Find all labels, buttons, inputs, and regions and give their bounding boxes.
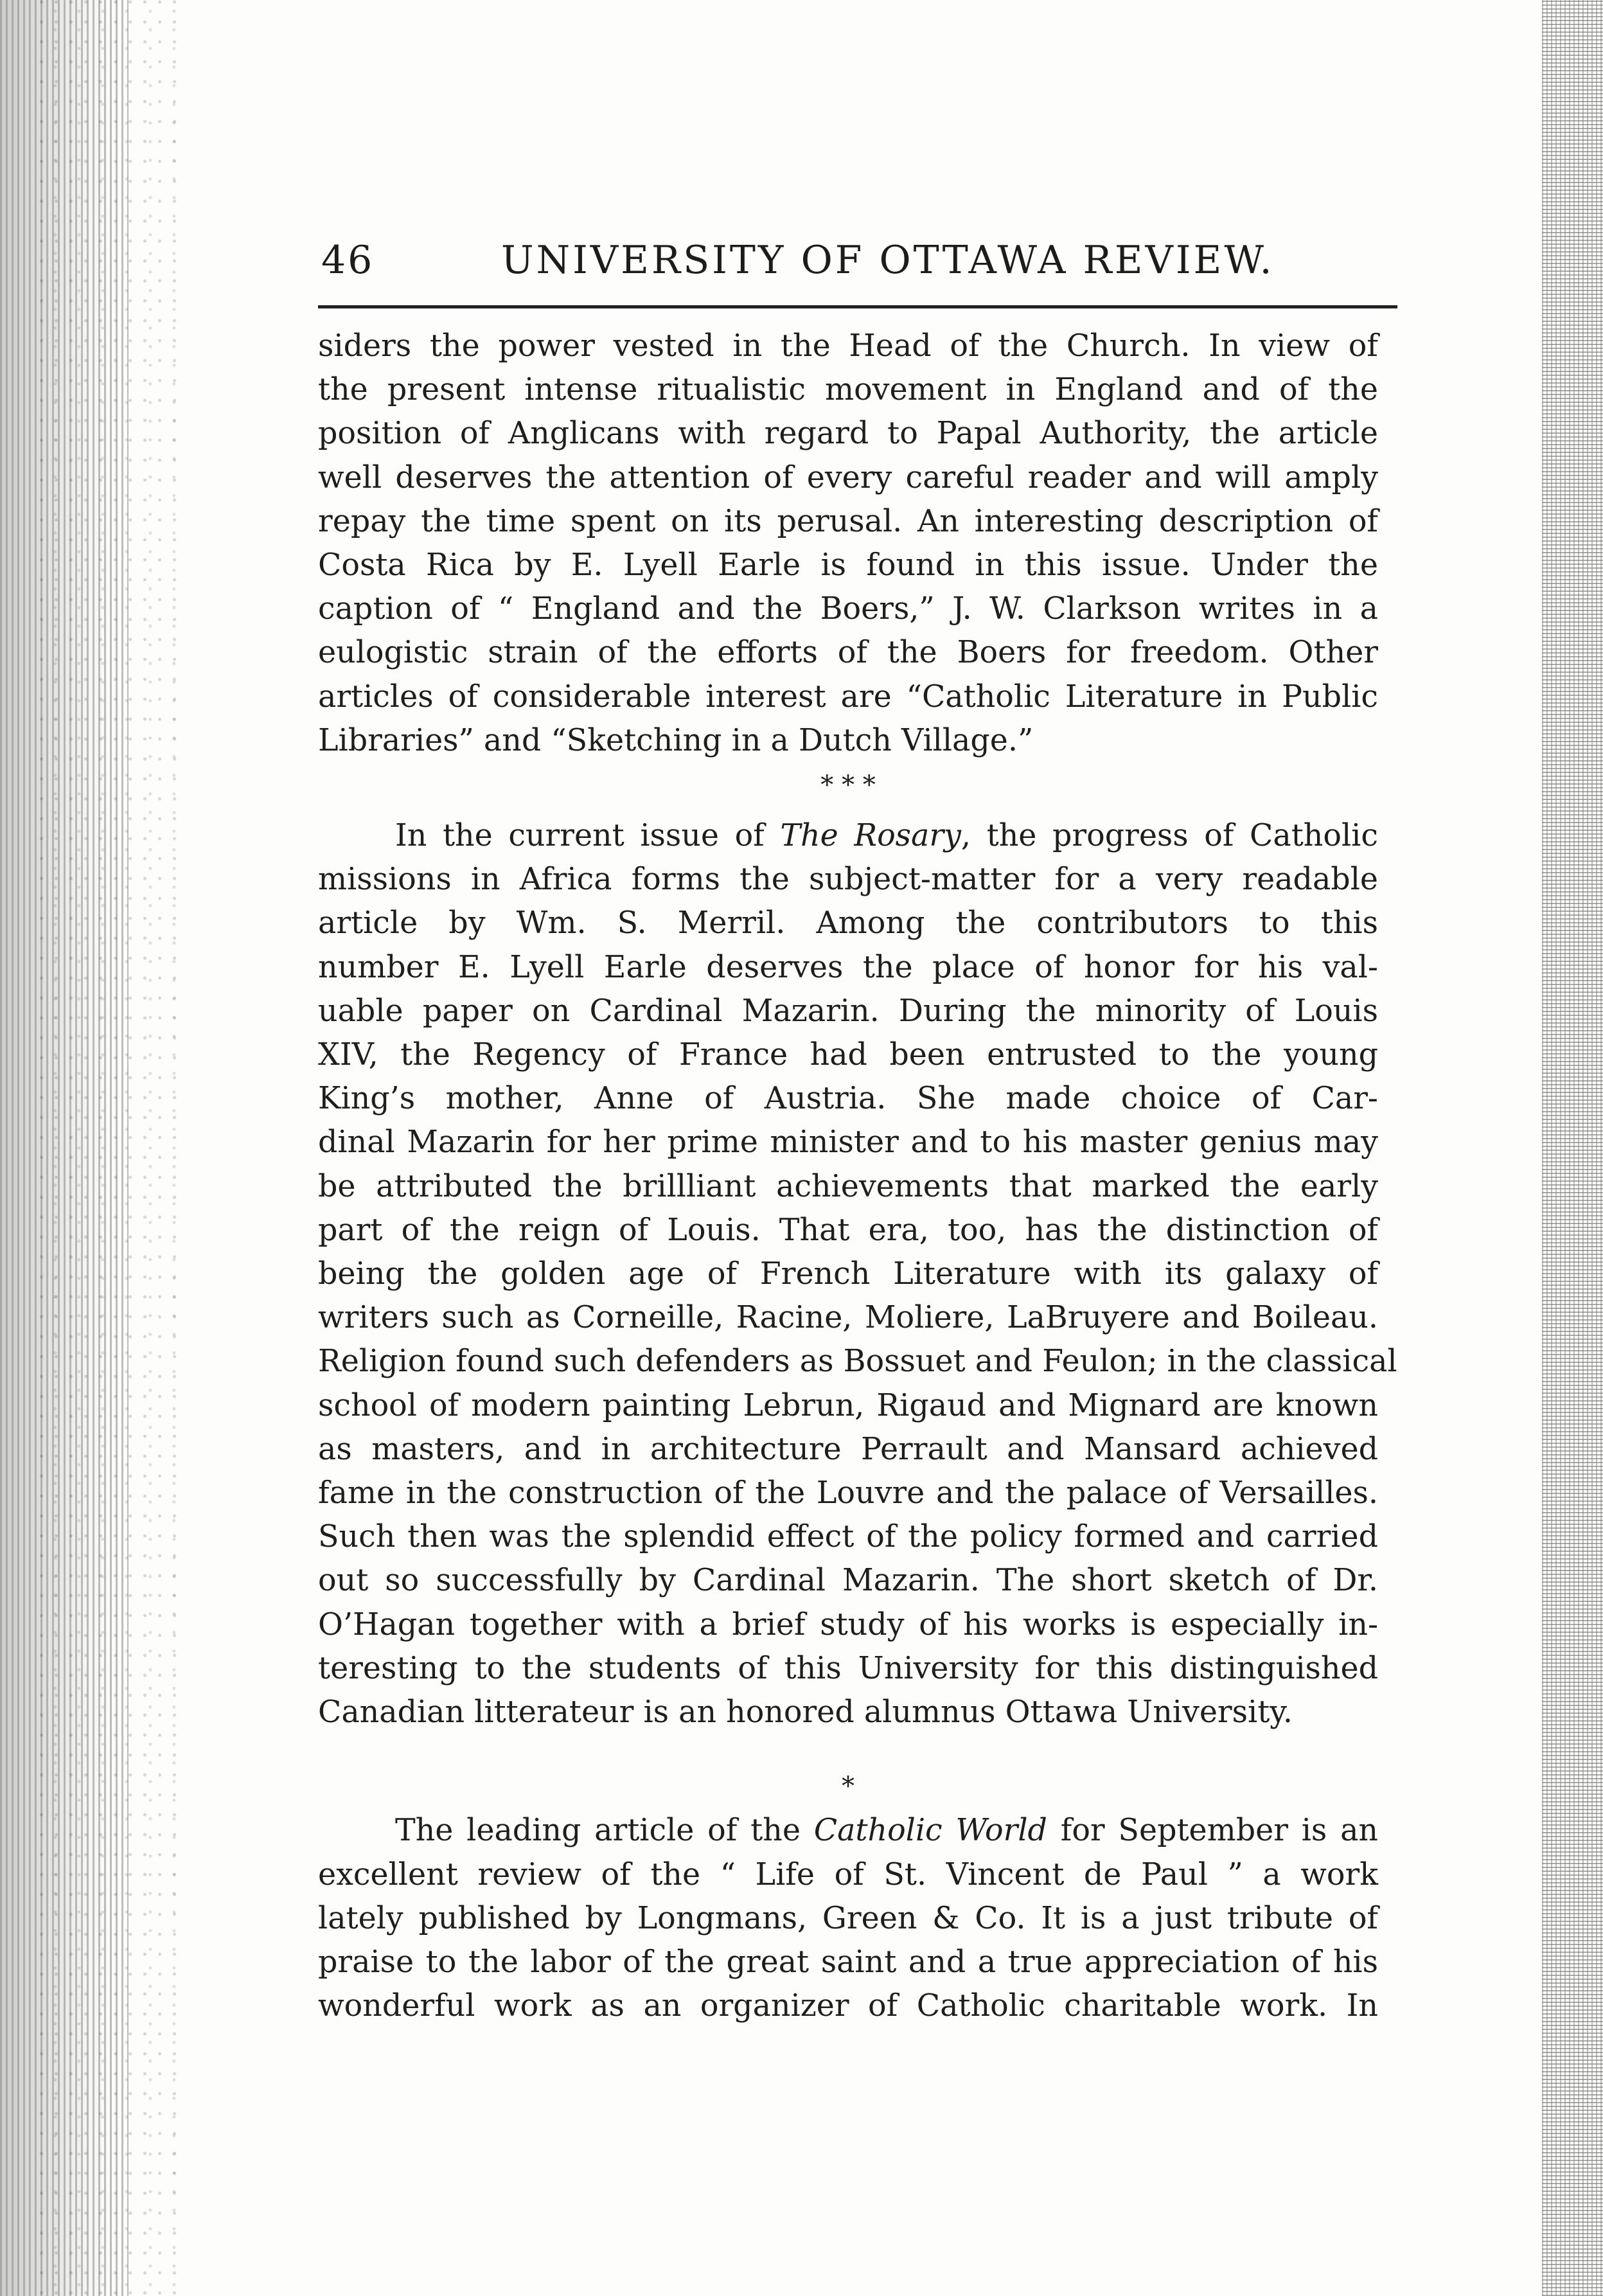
paragraph-1: [318, 325, 1378, 763]
text-line: lately published by Longmans, Green & Co. It is a just tribute of: [318, 1900, 1378, 1936]
text-line: article by Wm. S. Merril. Among the contributors to this: [318, 905, 1378, 941]
text-line: repay the time spent on its perusal. An interesting description of: [318, 503, 1378, 539]
header-rule: [318, 305, 1397, 308]
text-line: articles of considerable interest are “Catholic Literature in Public: [318, 679, 1378, 715]
text-line: Such then was the splendid effect of the policy formed and carried: [318, 1519, 1378, 1555]
text-line: out so successfully by Cardinal Mazarin. The short sketch of Dr.: [318, 1563, 1378, 1599]
text-line: praise to the labor of the great saint and a true appreciation of his: [318, 1944, 1378, 1980]
text-run: In the current issue of: [395, 818, 781, 854]
text-line: school of modern painting Lebrun, Rigaud and Mignard are known: [318, 1387, 1378, 1423]
text-line: dinal Mazarin for her prime minister and to his master genius may: [318, 1125, 1378, 1161]
text-line-first: [318, 814, 1378, 858]
text-line: writers such as Corneille, Racine, Moliere, LaBruyere and Boileau.: [318, 1300, 1378, 1336]
text-line: missions in Africa forms the subject-matter for a very readable: [318, 862, 1378, 898]
text-line: siders the power vested in the Head of the Church. In view of: [318, 328, 1378, 364]
page-number: 46: [321, 238, 375, 283]
section-separator-asterisks: * * *: [820, 770, 876, 801]
text-line: the present intense ritualistic movement in England and of the: [318, 372, 1378, 408]
scan-speckle-left: [39, 0, 180, 2296]
paragraph-3: [318, 1809, 1378, 2028]
periodical-title: Catholic World: [813, 1813, 1047, 1849]
article-body: [318, 325, 1397, 2028]
text-line: XIV, the Regency of France had been entrusted to the young: [318, 1037, 1378, 1073]
text-line: wonderful work as an organizer of Catholic charitable work. In: [318, 1988, 1378, 2024]
text-line: O’Hagan together with a brief study of his works is especially in-: [318, 1606, 1378, 1642]
text-line: Canadian litterateur is an honored alumnus Ottawa University.: [318, 1695, 1293, 1731]
text-line: excellent review of the “ Life of St. Vincent de Paul ” a work: [318, 1856, 1378, 1892]
text-line: Religion found such defenders as Bossuet and Feulon; in the classical: [318, 1344, 1397, 1380]
text-line: be attributed the brillliant achievements that marked the early: [318, 1168, 1378, 1204]
text-line: caption of “ England and the Boers,” J. W. Clarkson writes in a: [318, 591, 1378, 627]
text-run: for September is an: [1047, 1813, 1378, 1849]
text-line: as masters, and in architecture Perrault and Mansard achieved: [318, 1431, 1378, 1467]
text-line: position of Anglicans with regard to Papal Authority, the article: [318, 416, 1378, 452]
text-line: being the golden age of French Literature with its galaxy of: [318, 1256, 1378, 1292]
paragraph-2: [318, 814, 1397, 1734]
text-line: uable paper on Cardinal Mazarin. During the minority of Louis: [318, 993, 1378, 1029]
text-line: Libraries” and “Sketching in a Dutch Village.”: [318, 722, 1034, 758]
text-line-first: [318, 1809, 1378, 1853]
text-line: part of the reign of Louis. That era, too, has the distinction of: [318, 1212, 1378, 1248]
text-line: eulogistic strain of the efforts of the Boers for freedom. Other: [318, 635, 1378, 671]
text-line: Costa Rica by E. Lyell Earle is found in this issue. Under the: [318, 547, 1378, 583]
section-separator-asterisk: *: [842, 1772, 855, 1802]
paragraph-gap: [318, 1734, 1378, 1765]
text-line: King’s mother, Anne of Austria. She made choice of Car-: [318, 1081, 1378, 1117]
scan-edge-right: [1542, 0, 1603, 2296]
text-line: number E. Lyell Earle deserves the place of honor for his val-: [318, 949, 1378, 985]
text-line: teresting to the students of this University for this distinguished: [318, 1650, 1378, 1686]
text-line: well deserves the attention of every careful reader and will amply: [318, 459, 1378, 495]
text-line: fame in the construction of the Louvre and the palace of Versailles.: [318, 1475, 1378, 1511]
running-header: [321, 231, 1388, 296]
running-title: UNIVERSITY OF OTTAWA REVIEW.: [501, 238, 1275, 283]
text-run: , the progress of Catholic: [961, 818, 1378, 854]
text-run: The leading article of the: [395, 1813, 814, 1849]
periodical-title: The Rosary: [780, 818, 961, 854]
